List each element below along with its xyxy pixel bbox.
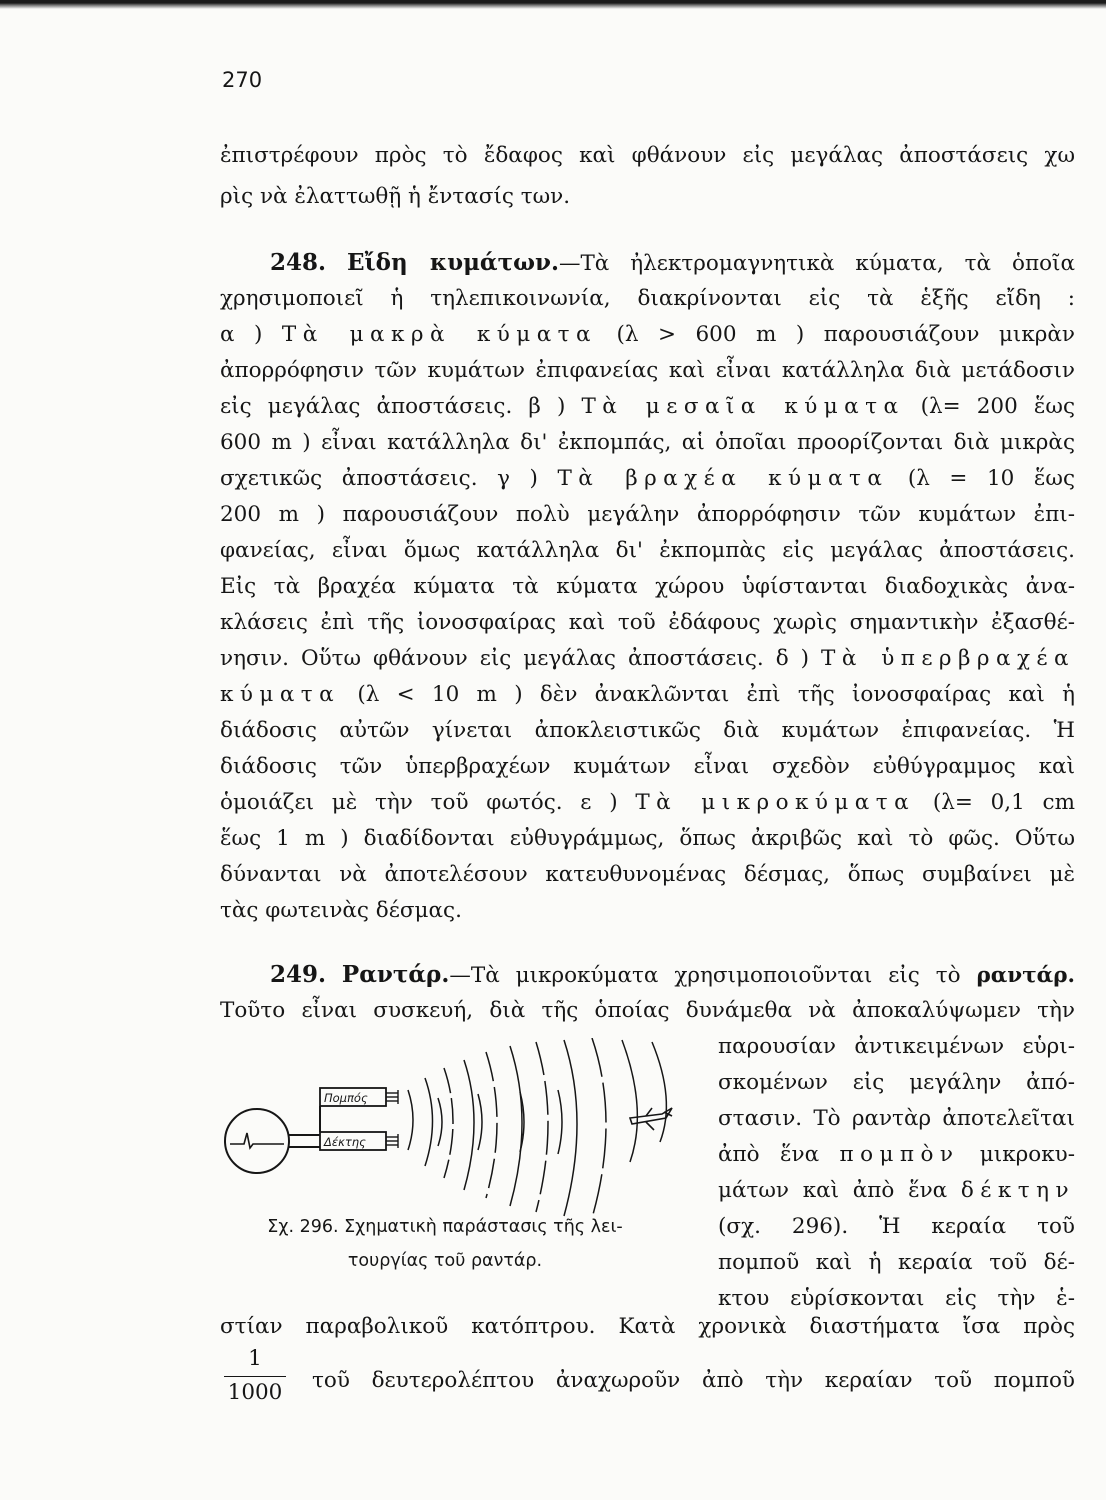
text-line: φανείας, εἶναι ὅμως κατάλληλα δι' ἐκπομπὰς εἰς μεγάλας ἀποστάσεις. xyxy=(220,538,1075,563)
text-line: ἕως 1 m ) διαδίδονται εὐθυγράμμως, ὅπως ἀκριβῶς καὶ τὸ φῶς. Οὕτω xyxy=(220,826,1075,851)
term-short-waves: Τὰ βραχέα κύματα xyxy=(557,466,889,491)
text-line: ἀπορρόφησιν τῶν κυμάτων ἐπιφανείας καὶ εἶναι κατάλληλα διὰ μετάδοσιν xyxy=(220,358,1075,383)
term-receiver: δέκτην xyxy=(960,1178,1075,1203)
section-number: 248. xyxy=(270,249,327,276)
term-ultrashort-waves: Τὰ ὑπερβραχέα xyxy=(821,646,1075,671)
text-line: διάδοσις αὐτῶν γίνεται ἀποκλειστικῶς διὰ κυμάτων ἐπιφανείας. Ἡ xyxy=(220,718,1075,743)
section-249-line: 249. Ραντάρ.—Τὰ μικροκύματα χρησιμοποιοῦνται εἰς τὸ ραντάρ. xyxy=(270,961,1075,988)
term-radar: ραντάρ. xyxy=(976,963,1075,988)
text-line: 600 m ) εἶναι κατάλληλα δι' ἐκπομπάς, αἱ ὁποῖαι προορίζονται διὰ μικρὰς xyxy=(220,430,1075,455)
fraction xyxy=(220,1345,290,1409)
radio-waves xyxy=(408,1038,666,1218)
text-line: δύνανται νὰ ἀποτελέσουν κατευθυνομένας δέσμας, ὅπως συμβαίνει μὲ xyxy=(220,862,1075,887)
text-line: πομποῦ καὶ ἡ κεραία τοῦ δέ- xyxy=(718,1250,1075,1275)
section-248-line: 248. Εἴδη κυμάτων.—Τὰ ἠλεκτρομαγνητικὰ κύματα, τὰ ὁποῖα xyxy=(270,249,1075,276)
text-line: κτου εὑρίσκονται εἰς τὴν ἑ- xyxy=(718,1286,1075,1311)
page-top-rule xyxy=(0,0,1106,9)
page-number: 270 xyxy=(222,68,263,92)
text-line: εἰς μεγάλας ἀποστάσεις. β ) Τὰ μεσαῖα κύματα (λ= 200 ἕως xyxy=(220,394,1075,419)
text-line: ἀπὸ ἕνα πομπὸν μικροκυ- xyxy=(718,1142,1075,1167)
fraction-denominator: 1000 xyxy=(227,1380,283,1405)
term-microwaves: Τὰ μικροκύματα xyxy=(635,790,916,815)
fraction-numerator: 1 xyxy=(248,1346,262,1371)
figure-caption: τουργίας τοῦ ραντάρ. xyxy=(347,1251,543,1271)
text-line: σχετικῶς ἀποστάσεις. γ ) Τὰ βραχέα κύματα (λ = 10 ἕως xyxy=(220,466,1075,491)
radar-diagram xyxy=(220,1038,690,1218)
antenna-icon xyxy=(386,1090,398,1148)
receiver-label: Δέκτης xyxy=(324,1135,366,1149)
transmitter-label: Πομπός xyxy=(324,1091,368,1105)
text-line: ἐπιστρέφουν πρὸς τὸ ἔδαφος καὶ φθάνουν εἰς μεγάλας ἀποστάσεις χω xyxy=(220,143,1075,168)
text-line: τοῦ δευτερολέπτου ἀναχωροῦν ἀπὸ τὴν κεραίαν τοῦ πομποῦ xyxy=(312,1368,1075,1393)
text-line: στίαν παραβολικοῦ κατόπτρου. Κατὰ χρονικὰ διαστήματα ἴσα πρὸς xyxy=(220,1314,1075,1339)
text-line: διάδοσις τῶν ὑπερβραχέων κυμάτων εἶναι σχεδὸν εὐθύγραμμος καὶ xyxy=(220,754,1075,779)
text-line: στασιν. Τὸ ραντὰρ ἀποτελεῖται xyxy=(718,1106,1075,1131)
text-line: μάτων καὶ ἀπὸ ἕνα δέκτην xyxy=(718,1178,1075,1203)
text-line: κλάσεις ἐπὶ τῆς ἰονοσφαίρας καὶ τοῦ ἐδάφους χωρὶς σημαντικὴν ἐξασθέ- xyxy=(220,610,1075,635)
text-line: Τοῦτο εἶναι συσκευή, διὰ τῆς ὁποίας δυνάμεθα νὰ ἀποκαλύψωμεν τὴν xyxy=(220,998,1075,1023)
text-line: 200 m ) παρουσιάζουν πολὺ μεγάλην ἀπορρόφησιν τῶν κυμάτων ἐπι- xyxy=(220,502,1075,527)
term-long-waves: Τὰ μακρὰ κύματα xyxy=(281,322,597,347)
text-line: νησιν. Οὕτω φθάνουν εἰς μεγάλας ἀποστάσεις. δ ) Τὰ ὑπερβραχέα xyxy=(220,646,1075,671)
text-line: τὰς φωτεινὰς δέσμας. xyxy=(220,898,462,923)
section-title: Εἴδη κυμάτων. xyxy=(347,249,559,276)
text-line: ρὶς νὰ ἐλαττωθῇ ἡ ἔντασίς των. xyxy=(220,184,571,209)
text-line: Εἰς τὰ βραχέα κύματα τὰ κύματα χώρου ὑφίστανται διαδοχικὰς ἀνα- xyxy=(220,574,1075,599)
text-line: σκομένων εἰς μεγάλην ἀπό- xyxy=(718,1070,1075,1095)
text-line: χρησιμοποιεῖ ἡ τηλεπικοινωνία, διακρίνονται εἰς τὰ ἑξῆς εἴδη : xyxy=(220,286,1075,311)
text-line: α ) Τὰ μακρὰ κύματα (λ > 600 m ) παρουσιάζουν μικρὰν xyxy=(220,322,1075,347)
figure-caption: Σχ. 296. Σχηματικὴ παράστασις τῆς λει- xyxy=(267,1217,623,1237)
text-line: (σχ. 296). Ἡ κεραία τοῦ xyxy=(718,1214,1075,1239)
term-medium-waves: Τὰ μεσαῖα κύματα xyxy=(581,394,905,419)
scope-trace xyxy=(230,1133,284,1148)
section-title: Ραντάρ. xyxy=(341,961,450,988)
text-line: κύματα (λ < 10 m ) δὲν ἀνακλῶνται ἐπὶ τῆς ἰονοσφαίρας καὶ ἡ xyxy=(220,682,1075,707)
text-line: παρουσίαν ἀντικειμένων εὑρι- xyxy=(718,1034,1075,1059)
term-transmitter: πομπὸν xyxy=(839,1142,960,1167)
text-line: ὁμοιάζει μὲ τὴν τοῦ φωτός. ε ) Τὰ μικροκύματα (λ= 0,1 cm xyxy=(220,790,1075,815)
section-number: 249. xyxy=(270,961,327,988)
fraction-bar xyxy=(224,1376,286,1377)
scope-display-icon xyxy=(225,1109,289,1173)
